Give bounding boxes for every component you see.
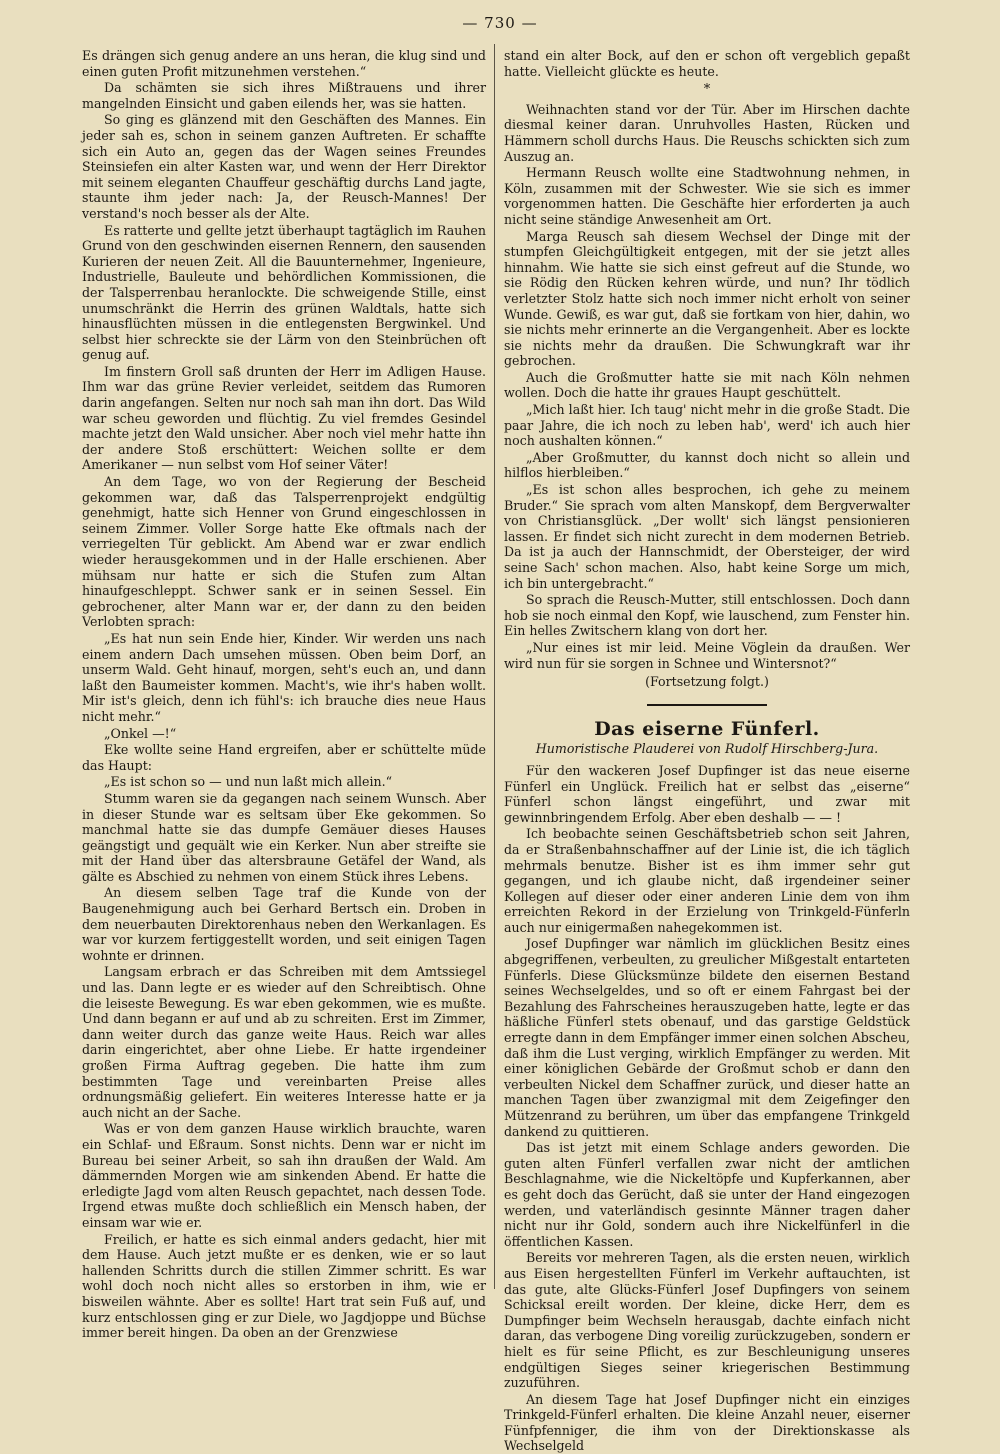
paragraph: stand ein alter Bock, auf den er schon oft vergeblich gepaßt hatte. Vielleicht glückte es heute. bbox=[504, 48, 910, 79]
page-number: — 730 — bbox=[462, 14, 538, 32]
paragraph: An dem Tage, wo von der Regierung der Bescheid gekommen war, daß das Talsperrenprojekt endgültig genehmigt, hatte sich Henner von Grund eingeschlossen in seinem Zimmer. Voller Sorge hatte Eke oftmals nach der verriegelten Tür geblickt. Am Abend war er zwar endlich wieder herausgekommen und in der Halle erschienen. Aber mühsam nur hatte er sich die Stufen zum Altan hinaufgeschleppt. Schwer sank er in seinen Sessel. Ein gebrochener, alter Mann war er, der dann zu den beiden Verlobten sprach: bbox=[82, 474, 486, 630]
paragraph: Stumm waren sie da gegangen nach seinem Wunsch. Aber in dieser Stunde war es seltsam über Eke gekommen. So manchmal hatte sie das dumpfe Gemäuer dieses Hauses geängstigt und gequält wie ein Kerker. Nun aber streifte sie mit der Hand über das altersbraune Getäfel der Wand, als gälte es Abschied zu nehmen von einem Stück ihres Lebens. bbox=[82, 790, 486, 884]
paragraph: Freilich, er hatte es sich einmal anders gedacht, hier mit dem Hause. Auch jetzt mußte er es denken, wie er so laut hallenden Schritts durch die stillen Zimmer schritt. Es war wohl doch noch nicht alles so erstorben in ihm, wie er bisweilen wähnte. Aber es sollte! Hart trat sein Fuß auf, und kurz entschlossen ging er zur Diele, wo Jagdjoppe und Büchse immer bereit hingen. Da oben an der Grenzwiese bbox=[82, 1231, 486, 1341]
paragraph: Langsam erbrach er das Schreiben mit dem Amtssiegel und las. Dann legte er es wieder auf den Schreibtisch. Ohne die leiseste Bewegung. Es war eben gekommen, wie es mußte. Und dann begann er auf und ab zu schreiten. Erst im Zimmer, dann weiter durch das ganze weite Haus. Reich war alles darin eingerichtet, aber ohne Liebe. Er hatte irgendeiner großen Firma Auftrag gegeben. Die hatte ihm zum bestimmten Tage und vereinbarten Preise alles ordnungsmäßig geliefert. Ein weiteres Interesse hatte er ja auch nicht an der Sache. bbox=[82, 964, 486, 1120]
paragraph: An diesem selben Tage traf die Kunde von der Baugenehmigung auch bei Gerhard Bertsch ein. Droben in dem neuerbauten Direktorenhaus neben den Werkanlagen. Es war vor kurzem fertiggestellt worden, und seit einigen Tagen wohnte er drinnen. bbox=[82, 885, 486, 963]
paragraph: Weihnachten stand vor der Tür. Aber im Hirschen dachte diesmal keiner daran. Unruhvolles Hasten, Rücken und Hämmern scholl durchs Haus. Die Reuschs schickten sich zum Auszug an. bbox=[504, 101, 910, 164]
story-byline: Humoristische Plauderei von Rudolf Hirschberg-Jura. bbox=[535, 741, 879, 757]
story-title: Das eiserne Fünferl. bbox=[594, 717, 820, 740]
story-separator-rule bbox=[647, 704, 767, 706]
paragraph: So ging es glänzend mit den Geschäften des Mannes. Ein jeder sah es, schon in seinem ganzen Auftreten. Er schaffte sich ein Auto an, gegen das der Wagen seines Freundes Steinsiefen ein alter Kasten war, und wenn der Herr Direktor mit seinem eleganten Chauffeur geschäftig durchs Land jagte, staunte ihm jeder nach: Ja, der Reusch-Mannes! Der verstand's noch besser als der Alte. bbox=[82, 112, 486, 221]
paragraph: Bereits vor mehreren Tagen, als die ersten neuen, wirklich aus Eisen hergestellten Fünferl im Verkehr auftauchten, ist das gute, alte Glücks-Fünferl Josef Dupfingers von seinem Schicksal ereilt worden. Der kleine, dicke Herr, dem es Dumpfinger beim Wechseln herausgab, dachte einfach nicht daran, das verbogene Ding voreilig zurückzugeben, sondern er hielt es für seine Pflicht, es zur Beschleunigung unseres endgültigen Sieges seiner kriegerischen Bestimmung zuzuführen. bbox=[504, 1250, 910, 1391]
paragraph: Da schämten sie sich ihres Mißtrauens und ihrer mangelnden Einsicht und gaben eilends her, was sie hatten. bbox=[82, 80, 486, 111]
paragraph: Es drängen sich genug andere an uns heran, die klug sind und einen guten Profit mitzunehmen verstehen.“ bbox=[82, 48, 486, 79]
novel-continuation-body bbox=[504, 102, 910, 671]
paragraph: „Es ist schon alles besprochen, ich gehe zu meinem Bruder.“ Sie sprach vom alten Manskopf, dem Bergverwalter von Christiansglück. „Der wollt' sich längst pensionieren lassen. Er findet sich nicht zurecht in dem modernen Betrieb. Da ist ja auch der Hannschmidt, der Obersteiger, der wird seine Sach' schon machen. Also, habt keine Sorge um mich, ich bin untergebracht.“ bbox=[504, 482, 910, 591]
paragraph: „Nur eines ist mir leid. Meine Vöglein da draußen. Wer wird nun für sie sorgen in Schnee und Wintersnot?“ bbox=[504, 639, 910, 671]
paragraph: Auch die Großmutter hatte sie mit nach Köln nehmen wollen. Doch die hatte ihr graues Haupt geschüttelt. bbox=[504, 369, 910, 401]
paragraph: „Mich laßt hier. Ich taug' nicht mehr in die große Stadt. Die paar Jahre, die ich noch zu leben hab', werd' ich auch hier noch aushalten können.“ bbox=[504, 402, 910, 449]
paragraph: Ich beobachte seinen Geschäftsbetrieb schon seit Jahren, da er Straßenbahnschaffner auf der Linie ist, die ich täglich mehrmals benutze. Bisher ist es ihm immer sehr gut gegangen, und ich glaube nicht, daß irgendeiner seiner Kollegen auf dieser oder einer anderen Linie dem von ihm erreichten Rekord in der Erzielung von Trinkgeld-Fünferln auch nur einigermaßen nahegekommen ist. bbox=[504, 826, 910, 935]
column-divider bbox=[494, 44, 495, 1289]
paragraph: „Es hat nun sein Ende hier, Kinder. Wir werden uns nach einem andern Dach umsehen müssen. Oben beim Dorf, an unserm Wald. Geht hinauf, morgen, seht's euch an, und dann laßt den Baumeister kommen. Macht's, wie ihr's haben wollt. Mir ist's gleich, denn ich fühl's: ich brauche dies neue Haus nicht mehr.“ bbox=[82, 630, 486, 724]
novel-continuation-top bbox=[504, 48, 910, 79]
paragraph: Im finstern Groll saß drunten der Herr im Adligen Hause. Ihm war das grüne Revier verleidet, seitdem das Rumoren darin angefangen. Selten nur noch sah man ihn dort. Das Wild war scheu geworden und flüchtig. Zu viel fremdes Gesindel machte jetzt den Wald unsicher. Aber noch viel mehr hatte ihn der andere Stoß erschüttert: Weichen sollte er dem Amerikaner — nun selbst vom Hof seiner Väter! bbox=[82, 363, 486, 473]
paragraph: Josef Dupfinger war nämlich im glücklichen Besitz eines abgegriffenen, verbeulten, zu greulicher Mißgestalt entarteten Fünferls. Diese Glücksmünze bildete den eisernen Bestand seines Wechselgeldes, und so oft er einem Fahrgast bei der Bezahlung des Fahrscheines herauszugeben hatte, legte er das häßliche Fünferl stets obenauf, und das garstige Geldstück erregte dann in dem Empfänger immer einen solchen Abscheu, daß ihm die Lust verging, wirklich Empfänger zu werden. Mit einer königlichen Gebärde der Großmut schob er dann den verbeulten Nickel dem Schaffner zurück, und dieser hatte an manchen Tagen über zwanzigmal mit dem Zeigefinger den Mützenrand zu berühren, um über das empfangene Trinkgeld dankend zu quittieren. bbox=[504, 936, 910, 1139]
paragraph: Es ratterte und gellte jetzt überhaupt tagtäglich im Rauhen Grund von den geschwinden eisernen Rennern, den sausenden Kurieren der neuen Zeit. All die Bauunternehmer, Ingenieure, Industrielle, Bauleute und behördlichen Kommissionen, die der Talsperrenbau heranlockte. Die schweigende Stille, einst unumschränkt die Herrin des grünen Waldtals, hatte sich hinausflüchten müssen in die entlegensten Bergwinkel. Und selbst hier schreckte sie der Lärm von den Steinbrüchen oft genug auf. bbox=[82, 222, 486, 363]
paragraph: „Onkel —!“ bbox=[104, 725, 177, 741]
paragraph: Was er von dem ganzen Hause wirklich brauchte, waren ein Schlaf- und Eßraum. Sonst nichts. Denn war er nicht im Bureau bei seiner Arbeit, so sah ihn draußen der Wald. Am dämmernden Morgen wie am sinkenden Abend. Er hatte die erledigte Jagd vom alten Reusch gepachtet, nach dessen Tode. Irgend etwas mußte doch schließlich ein Mensch haben, der einsam war wie er. bbox=[82, 1121, 486, 1230]
story-body bbox=[504, 763, 910, 1454]
paragraph: An diesem Tage hat Josef Dupfinger nicht ein einziges Trinkgeld-Fünferl erhalten. Die kleine Anzahl neuer, eiserner Fünfpfenniger, die ihm von der Direktionskasse als Wechselgeld bbox=[504, 1391, 910, 1454]
left-column bbox=[82, 48, 486, 1341]
continuation-note: (Fortsetzung folgt.) bbox=[645, 674, 769, 690]
paragraph: Hermann Reusch wollte eine Stadtwohnung nehmen, in Köln, zusammen mit der Schwester. Wie sie sich es immer vorgenommen hatten. Die Geschäfte hier erforderten ja auch nicht seine ständige Anwesenheit am Ort. bbox=[504, 165, 910, 227]
paragraph: Marga Reusch sah diesem Wechsel der Dinge mit der stumpfen Gleichgültigkeit entgegen, mit der sie jetzt alles hinnahm. Wie hatte sie sich einst gefreut auf die Stunde, wo sie Rödig den Rücken kehren würde, und nun? Ihr tödlich verletzter Stolz hatte sich noch immer nicht erholt von seiner Wunde. Gewiß, es war gut, daß sie fortkam von hier, dahin, wo sie nichts mehr erinnerte an die Vergangenheit. Aber es lockte sie nichts mehr da draußen. Die Schwungkraft war ihr gebrochen. bbox=[504, 228, 910, 369]
paragraph: „Aber Großmutter, du kannst doch nicht so allein und hilflos hierbleiben.“ bbox=[504, 449, 910, 481]
paragraph: Eke wollte seine Hand ergreifen, aber er schüttelte müde das Haupt: bbox=[82, 742, 486, 773]
paragraph: „Es ist schon so — und nun laßt mich allein.“ bbox=[104, 774, 393, 790]
paragraph: Das ist jetzt mit einem Schlage anders geworden. Die guten alten Fünferl verfallen zwar nicht der amtlichen Beschlagnahme, wie die Nickeltöpfe und Kupferkannen, aber es geht doch das Gerücht, daß sie unter der Hand eingezogen werden, und vaterländisch gesinnte Männer tragen daher nicht nur ihr Gold, sondern auch ihre Nickelfünferl in die öffentlichen Kassen. bbox=[504, 1140, 910, 1249]
paragraph: So sprach die Reusch-Mutter, still entschlossen. Doch dann hob sie noch einmal den Kopf, wie lauschend, zum Fenster hin. Ein helles Zwitschern klang von dort her. bbox=[504, 592, 910, 639]
right-column bbox=[504, 48, 910, 1454]
paragraph: Für den wackeren Josef Dupfinger ist das neue eiserne Fünferl ein Unglück. Freilich hat er selbst das „eiserne“ Fünferl schon längst eingeführt, und zwar mit gewinnbringendem Erfolg. Aber eben deshalb — — ! bbox=[504, 762, 910, 825]
section-break-star: * bbox=[703, 82, 711, 98]
